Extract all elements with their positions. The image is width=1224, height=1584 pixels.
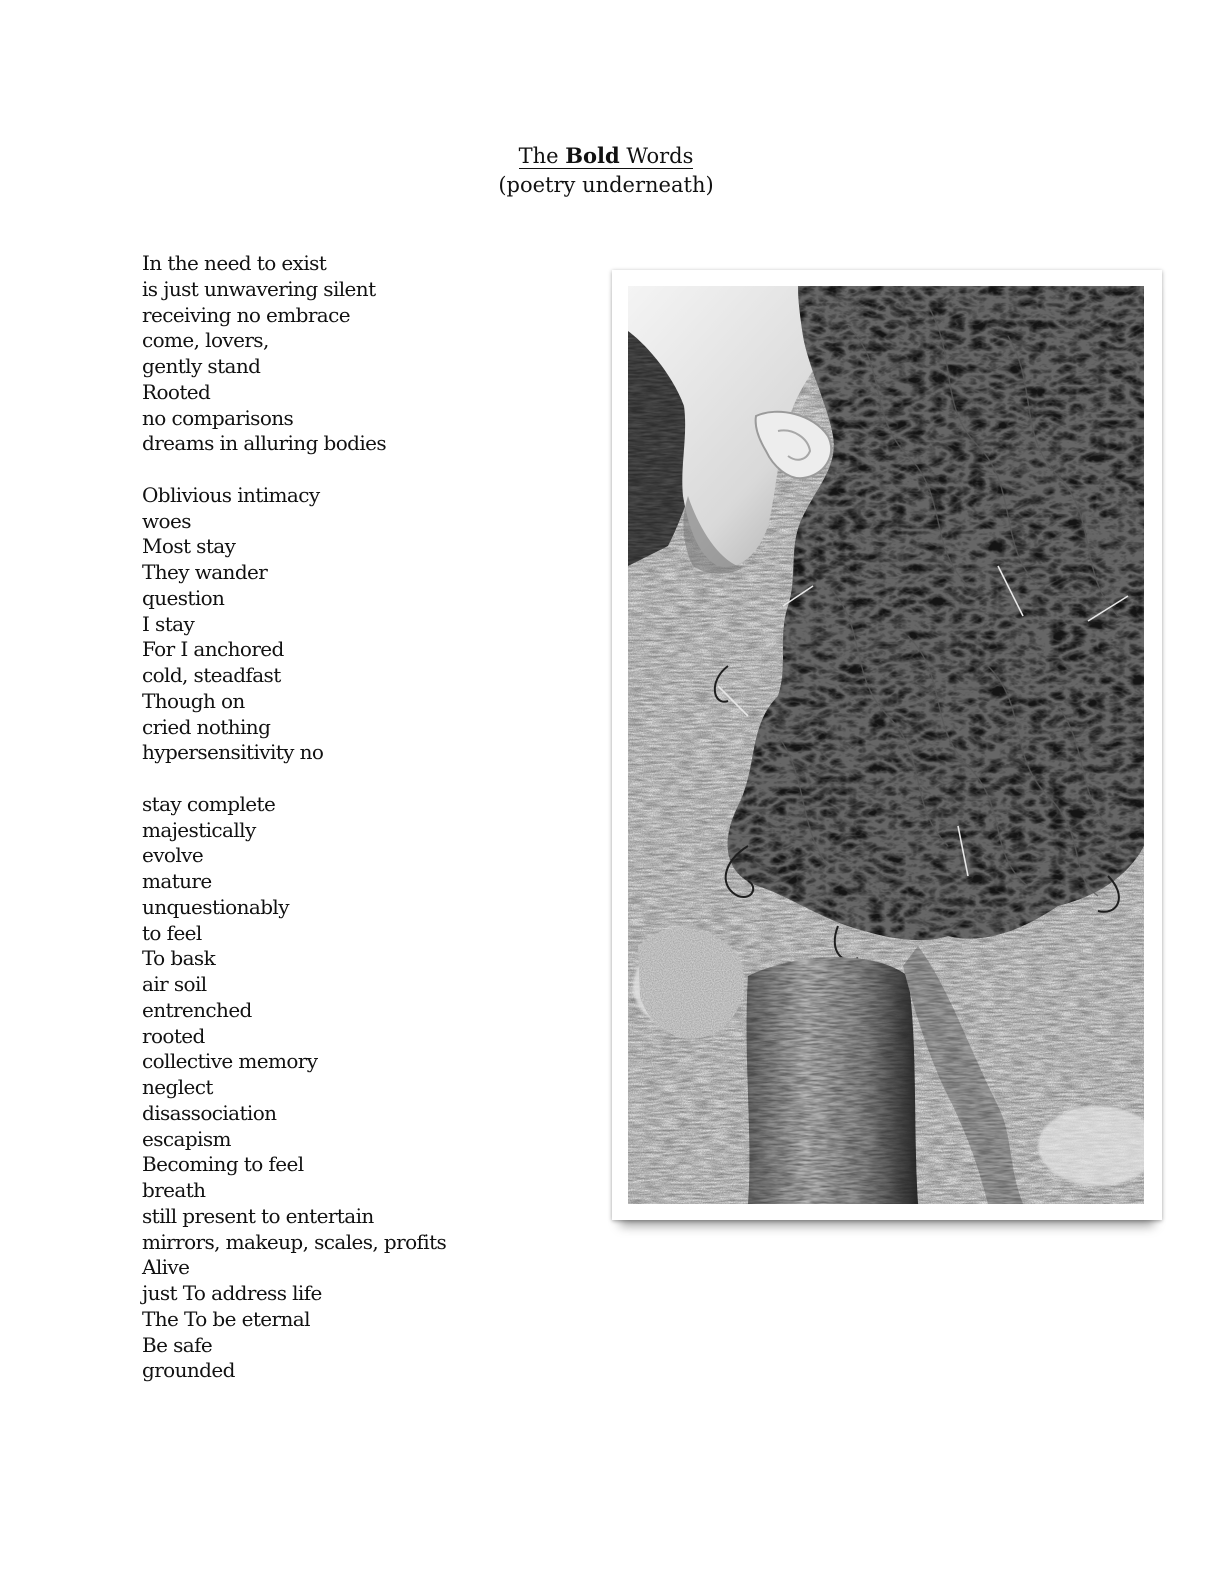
poem-line: just To address life [142, 1281, 322, 1305]
poem-title-block [0, 143, 1212, 199]
poem-line: mirrors, makeup, scales, profits [142, 1229, 447, 1254]
poem-line: escapism [142, 1126, 231, 1151]
poem-line: They wander [142, 560, 268, 584]
poem-line: gently stand [142, 354, 261, 378]
poem-line: collective memory [142, 1049, 318, 1074]
poem-stanza-1 [142, 251, 582, 457]
poem-line: Becoming to feel [142, 1152, 304, 1177]
poem-line: Oblivious intimacy [142, 482, 320, 507]
poem-line: Most stay [142, 534, 236, 559]
poem-line: grounded [142, 1358, 235, 1383]
poem-stanza-3 [142, 792, 582, 1384]
poem-line: In the need to exist [142, 251, 327, 275]
poem-line: dreams in alluring bodies [142, 431, 387, 456]
poem-line: Be safe [142, 1332, 213, 1357]
poem-line: mature [142, 869, 212, 893]
poem-line: hypersensitivity no [142, 740, 324, 765]
poem-line: The To be eternal [142, 1306, 310, 1331]
title-suffix: Words [619, 144, 694, 168]
poem-line: disassociation [142, 1100, 277, 1125]
poem-body [142, 251, 582, 1410]
poem-line: I stay [142, 611, 195, 636]
poem-line: still present to entertain [142, 1203, 374, 1228]
poem-line: To bask [142, 946, 216, 971]
poem-subtitle: (poetry underneath) [498, 173, 714, 197]
poem-line: stay complete [142, 791, 276, 816]
poem-line: entrenched [142, 997, 252, 1022]
poem-line: no comparisons [142, 405, 294, 430]
poem-line: cried nothing [142, 714, 271, 739]
photo-woman-hair-on-tree-roots [628, 286, 1144, 1204]
poem-title [519, 145, 694, 169]
poem-line: neglect [142, 1075, 213, 1099]
poem-line: woes [142, 508, 191, 533]
poem-line: air soil [142, 972, 207, 996]
poem-line: cold, steadfast [142, 663, 281, 687]
poem-line: to feel [142, 920, 202, 945]
poem-line: Though on [142, 688, 245, 713]
poem-stanza-2 [142, 483, 582, 766]
poem-line: breath [142, 1178, 206, 1202]
title-prefix: The [518, 144, 566, 168]
poem-line: unquestionably [142, 894, 289, 919]
poem-line: Rooted [142, 379, 211, 404]
poem-line: evolve [142, 843, 204, 868]
photo-image [628, 286, 1144, 1204]
poem-line: For I anchored [142, 637, 284, 662]
title-bold-word: Bold [565, 143, 620, 168]
poem-line: majestically [142, 817, 256, 842]
poem-line: come, lovers, [142, 328, 269, 353]
poem-line: rooted [142, 1023, 205, 1048]
poem-line: is just unwavering silent [142, 276, 376, 301]
poem-line: Alive [142, 1255, 190, 1280]
poem-line: question [142, 585, 225, 610]
poem-line: receiving no embrace [142, 302, 350, 327]
photo-frame [612, 270, 1162, 1220]
